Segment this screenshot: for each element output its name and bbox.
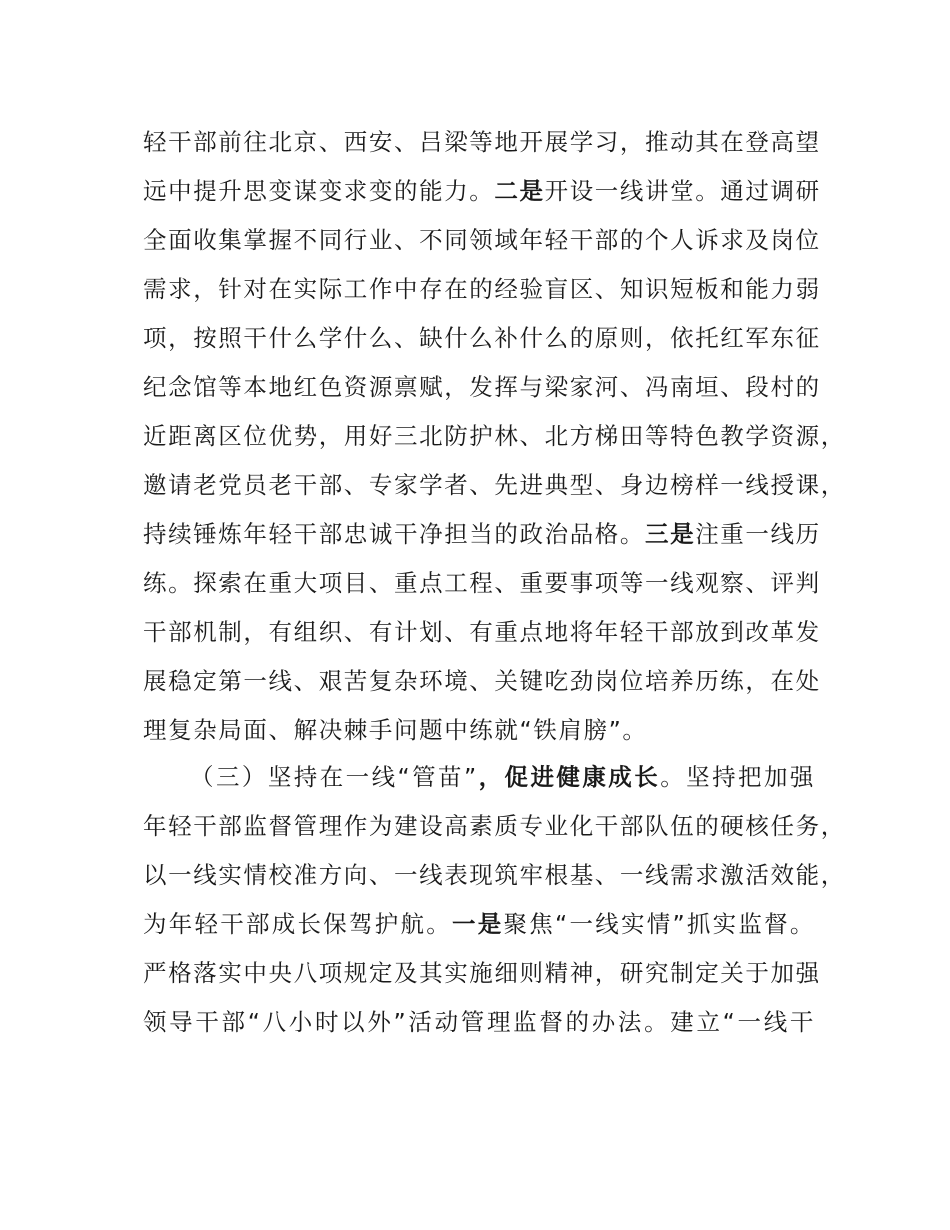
text-span: 开设一线讲堂。通过调研	[544, 177, 821, 205]
text-line: 全面收集掌握不同行业、不同领域年轻干部的个人诉求及岗位	[143, 226, 821, 254]
bold-lead: 一是	[452, 910, 504, 938]
text-line: 理复杂局面、解决棘手问题中练就“铁肩膀”。	[143, 716, 648, 744]
text-line: 项，按照干什么学什么、缺什么补什么的原则，依托红军东征	[143, 324, 821, 352]
text-span: 。坚持把加强	[660, 763, 815, 791]
bold-lead: 二是	[494, 177, 545, 205]
text-line	[143, 517, 821, 551]
text-span: 远中提升思变谋变求变的能力。	[143, 177, 495, 205]
paragraph-1	[143, 125, 846, 765]
bold-lead: 三是	[645, 520, 696, 548]
text-line: 需求，针对在实际工作中存在的经验盲区、知识短板和能力弱	[143, 275, 821, 303]
text-line	[143, 174, 821, 208]
text-line: 近距离区位优势，用好三北防护林、北方梯田等特色教学资源，	[143, 422, 846, 450]
text-span: 持续锤炼年轻干部忠诚干净担当的政治品格。	[143, 520, 645, 548]
text-line: 纪念馆等本地红色资源禀赋，发挥与梁家河、冯南垣、段村的	[143, 373, 821, 401]
text-line: 练。探索在重大项目、重点工程、重要事项等一线观察、评判	[143, 569, 821, 597]
text-span: （三）坚持在一线“管苗”	[190, 763, 478, 791]
text-line: 年轻干部监督管理作为建设高素质专业化干部队伍的硬核任务，	[143, 812, 846, 840]
text-line	[190, 760, 815, 794]
text-line: 严格落实中央八项规定及其实施细则精神，研究制定关于加强	[143, 959, 821, 987]
text-span: 为年轻干部成长保驾护航。	[143, 910, 453, 938]
text-line: 轻干部前往北京、西安、吕梁等地开展学习，推动其在登高望	[143, 128, 821, 156]
text-line: 领导干部“八小时以外”活动管理监督的办法。建立“一线干	[143, 1008, 815, 1036]
text-span: 注重一线历	[695, 520, 821, 548]
text-span: 聚焦“一线实情”抓实监督。	[503, 910, 816, 938]
text-line: 以一线实情校准方向、一线表现筑牢根基、一线需求激活效能，	[143, 861, 846, 889]
text-line: 干部机制，有组织、有计划、有重点地将年轻干部放到改革发	[143, 618, 821, 646]
paragraph-2	[143, 760, 846, 1060]
text-line: 邀请老党员老干部、专家学者、先进典型、身边榜样一线授课，	[143, 471, 846, 499]
bold-heading: ，促进健康成长	[477, 763, 661, 791]
text-line	[143, 907, 815, 941]
text-line: 展稳定第一线、艰苦复杂环境、关键吃劲岗位培养历练，在处	[143, 667, 821, 695]
